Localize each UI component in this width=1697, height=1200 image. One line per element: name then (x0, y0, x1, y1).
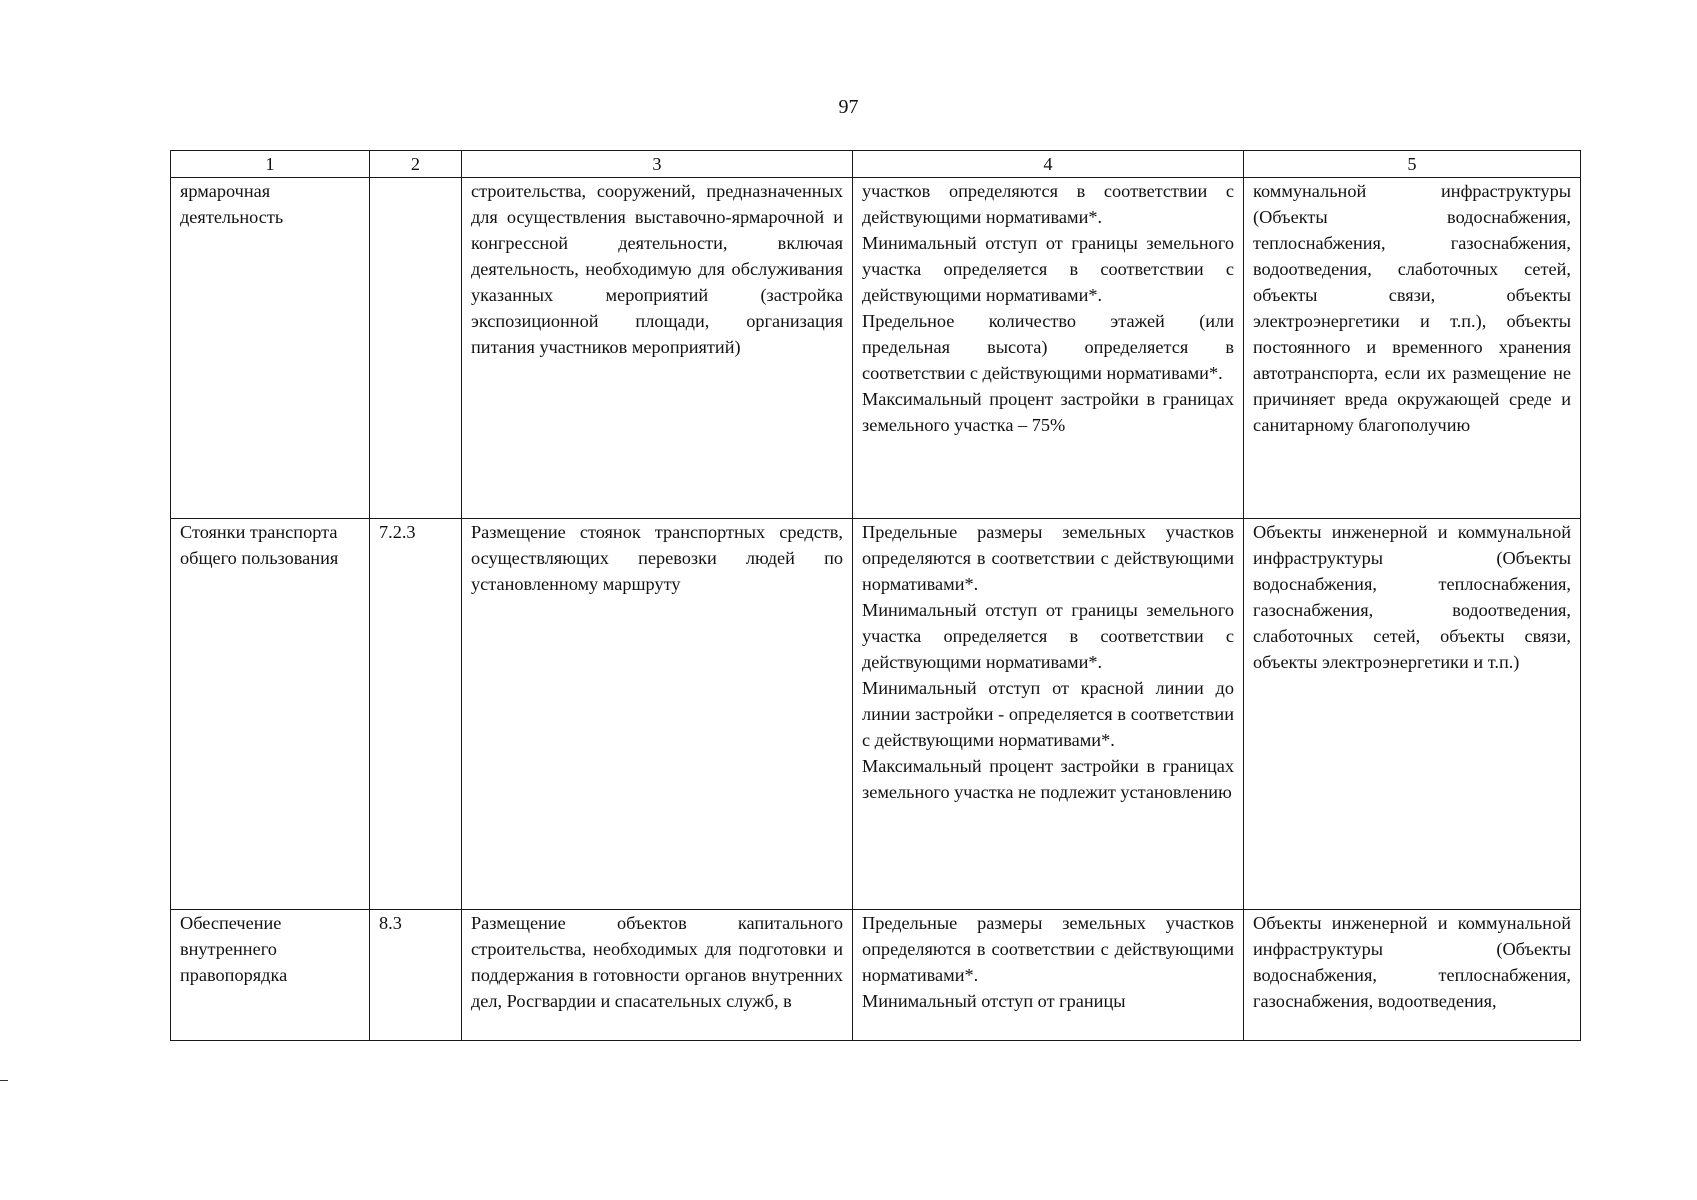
use-description: строительства, сооружений, предназначенных для осуществления выставочно-ярмарочной и конгрессной деятельности, включая деятельность, необходимую для обслуживания указанных мероприятий (застройка экспозиционной площади, организация питания участников мероприятий) (471, 181, 843, 357)
use-code: 7.2.3 (379, 522, 416, 542)
use-code-cell (370, 178, 462, 519)
use-name: ярмарочная деятельность (180, 181, 284, 227)
use-description: Размещение объектов капитального строительства, необходимых для подготовки и поддержания в готовности органов внутренних дел, Росгвардии и спасательных служб, в (471, 913, 843, 1011)
use-params-cell (853, 178, 1244, 519)
header-cell-2: 2 (370, 151, 462, 178)
param-paragraph: Минимальный отступ от красной линии до линии застройки - определяется в соответствии с действующими нормативами*. (862, 678, 1234, 750)
auxiliary-use-cell (1244, 910, 1581, 1041)
use-description-cell (462, 519, 853, 910)
table-row (171, 178, 1581, 519)
param-paragraph: Предельные размеры земельных участков определяются в соответствии с действующими нормативами*. (862, 522, 1234, 594)
use-name: Стоянки транспорта общего пользования (180, 522, 339, 568)
param-paragraph: Максимальный процент застройки в границах земельного участка не подлежит установлению (862, 756, 1234, 802)
param-paragraph: Предельные размеры земельных участков определяются в соответствии с действующими нормативами*. (862, 913, 1234, 985)
param-paragraph: Предельное количество этажей (или предельная высота) определяется в соответствии с действующими нормативами*. (862, 311, 1234, 383)
regulations-table (170, 150, 1581, 1041)
margin-mark (0, 1080, 8, 1081)
param-paragraph: Минимальный отступ от границы земельного участка определяется в соответствии с действующими нормативами*. (862, 600, 1234, 672)
use-name-cell (171, 519, 370, 910)
header-cell-3: 3 (462, 151, 853, 178)
table-row (171, 519, 1581, 910)
use-params-cell (853, 519, 1244, 910)
auxiliary-use-cell (1244, 178, 1581, 519)
use-code: 8.3 (379, 913, 402, 933)
use-name-cell (171, 178, 370, 519)
use-code-cell (370, 519, 462, 910)
use-params-cell (853, 910, 1244, 1041)
header-cell-4: 4 (853, 151, 1244, 178)
use-description-cell (462, 178, 853, 519)
param-paragraph: Максимальный процент застройки в границах земельного участка – 75% (862, 389, 1234, 435)
auxiliary-use: Объекты инженерной и коммунальной инфраструктуры (Объекты водоснабжения, теплоснабжения, газоснабжения, водоотведения, (1253, 913, 1571, 1011)
auxiliary-use: Объекты инженерной и коммунальной инфраструктуры (Объекты водоснабжения, теплоснабжения, газоснабжения, водоотведения, слаботочных сетей, объекты связи, объекты электроэнергетики и т.п.) (1253, 522, 1571, 672)
param-paragraph: Минимальный отступ от границы земельного участка определяется в соответствии с действующими нормативами*. (862, 233, 1234, 305)
page-number: 97 (838, 96, 859, 118)
use-description-cell (462, 910, 853, 1041)
auxiliary-use: коммунальной инфраструктуры (Объекты водоснабжения, теплоснабжения, газоснабжения, водоотведения, слаботочных сетей, объекты связи, объекты электроэнергетики и т.п.), объекты постоянного и временного хранения автотранспорта, если их размещение не причиняет вреда окружающей среде и санитарному благополучию (1253, 181, 1571, 435)
use-name-cell (171, 910, 370, 1041)
param-paragraph: Минимальный отступ от границы (862, 991, 1126, 1011)
header-cell-1: 1 (171, 151, 370, 178)
param-paragraph: участков определяются в соответствии с действующими нормативами*. (862, 181, 1234, 227)
use-code-cell (370, 910, 462, 1041)
use-name: Обеспечение внутреннего правопорядка (180, 913, 288, 985)
header-cell-5: 5 (1244, 151, 1581, 178)
use-description: Размещение стоянок транспортных средств, осуществляющих перевозки людей по установленному маршруту (471, 522, 843, 594)
auxiliary-use-cell (1244, 519, 1581, 910)
header-row (171, 151, 1581, 178)
table-row (171, 910, 1581, 1041)
